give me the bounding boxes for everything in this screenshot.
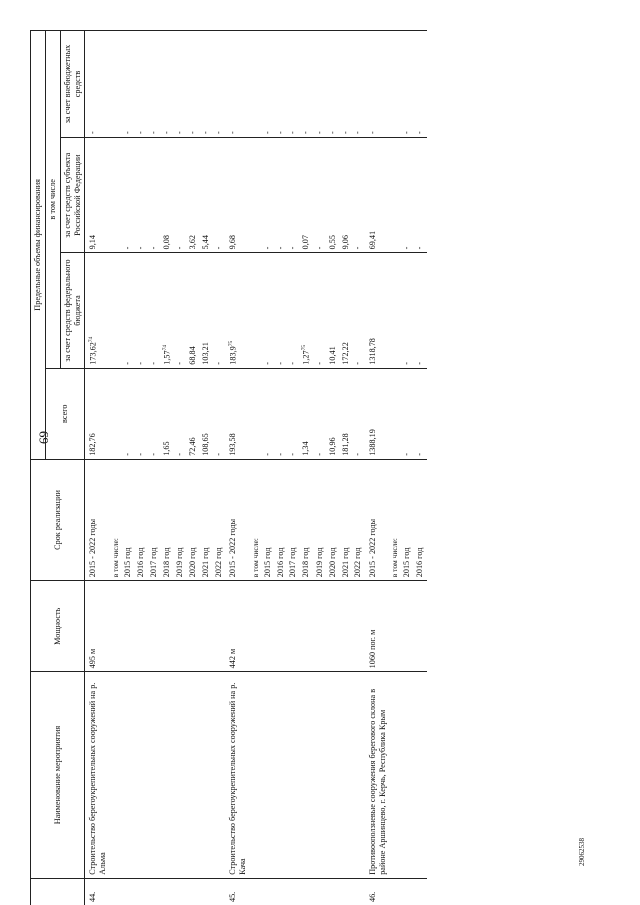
- cell-no: [187, 878, 200, 905]
- cell-name: Противооползневые сооружения берегового склона в районе Аршинцево, г. Керчь, Республика Крым: [365, 672, 389, 878]
- cell-extra: [249, 31, 261, 138]
- cell-federal: 172,22: [339, 253, 352, 368]
- cell-federal: -: [122, 253, 135, 368]
- cell-extra: -: [212, 31, 225, 138]
- cell-extra: -: [287, 31, 300, 138]
- cell-regional: 9,06: [339, 137, 352, 252]
- cell-name: [339, 672, 352, 878]
- cell-no: [401, 878, 414, 905]
- cell-total: -: [174, 368, 187, 459]
- table-row: [225, 31, 249, 905]
- table-row: [110, 31, 122, 905]
- table-row: [414, 31, 427, 905]
- cell-extra: -: [147, 31, 160, 138]
- cell-federal: 183,9$^{75}$: [225, 253, 249, 368]
- cell-capacity: [313, 581, 326, 672]
- table-row: [313, 31, 326, 905]
- cell-no: [134, 878, 147, 905]
- cell-federal: -: [274, 253, 287, 368]
- cell-total: 108,65: [199, 368, 212, 459]
- cell-period: в том числе:: [110, 459, 122, 580]
- cell-federal: 1,57$^{74}$: [160, 253, 174, 368]
- cell-name: [313, 672, 326, 878]
- cell-extra: -: [225, 31, 249, 138]
- cell-name: [352, 672, 365, 878]
- table-row: [339, 31, 352, 905]
- cell-extra: -: [261, 31, 274, 138]
- table-row: [199, 31, 212, 905]
- cell-period: 2019 год: [313, 459, 326, 580]
- table-row: [287, 31, 300, 905]
- cell-total: 181,28: [339, 368, 352, 459]
- cell-period: 2019 год: [174, 459, 187, 580]
- table-row: [365, 31, 389, 905]
- cell-total: [389, 368, 401, 459]
- cell-capacity: [110, 581, 122, 672]
- cell-name: [147, 672, 160, 878]
- cell-period: 2020 год: [326, 459, 339, 580]
- table-row: [134, 31, 147, 905]
- cell-extra: -: [160, 31, 174, 138]
- footnote-ref: 75: [228, 340, 235, 347]
- cell-extra: -: [187, 31, 200, 138]
- cell-no: [414, 878, 427, 905]
- cell-extra: -: [134, 31, 147, 138]
- cell-period: 2022 год: [212, 459, 225, 580]
- cell-regional: [249, 137, 261, 252]
- cell-name: [187, 672, 200, 878]
- cell-extra: -: [174, 31, 187, 138]
- cell-period: 2022 год: [352, 459, 365, 580]
- document-code: 29062538: [578, 838, 586, 866]
- cell-extra: -: [300, 31, 314, 138]
- cell-period: 2018 год: [160, 459, 174, 580]
- cell-name: [287, 672, 300, 878]
- cell-period: в том числе:: [389, 459, 401, 580]
- cell-total: -: [261, 368, 274, 459]
- table-body: [85, 31, 427, 905]
- cell-period: 2018 год: [300, 459, 314, 580]
- table-row: [401, 31, 414, 905]
- cell-federal: -: [134, 253, 147, 368]
- cell-no: [261, 878, 274, 905]
- header-name: Наименование мероприятия: [31, 672, 85, 878]
- table-row: [212, 31, 225, 905]
- header-capacity: Мощность: [31, 581, 85, 672]
- cell-regional: [110, 137, 122, 252]
- cell-name: [249, 672, 261, 878]
- cell-no: [249, 878, 261, 905]
- financing-table: [30, 30, 427, 905]
- cell-capacity: [249, 581, 261, 672]
- cell-federal: [389, 253, 401, 368]
- table-row: [389, 31, 401, 905]
- cell-no: [147, 878, 160, 905]
- cell-total: [110, 368, 122, 459]
- cell-capacity: [352, 581, 365, 672]
- cell-no: 44.: [85, 878, 110, 905]
- cell-federal: -: [261, 253, 274, 368]
- cell-capacity: [401, 581, 414, 672]
- cell-total: -: [401, 368, 414, 459]
- cell-name: [389, 672, 401, 878]
- cell-period: 2016 год: [414, 459, 427, 580]
- header-total: всего: [45, 368, 85, 459]
- cell-regional: -: [174, 137, 187, 252]
- table-row: [261, 31, 274, 905]
- footnote-ref: 74: [161, 344, 168, 351]
- cell-federal: [110, 253, 122, 368]
- cell-regional: [389, 137, 401, 252]
- cell-no: [287, 878, 300, 905]
- cell-name: [110, 672, 122, 878]
- cell-period: 2015 - 2022 годы: [225, 459, 249, 580]
- header-federal: за счет средств федерального бюджета: [60, 253, 85, 368]
- cell-extra: -: [326, 31, 339, 138]
- cell-capacity: [274, 581, 287, 672]
- cell-capacity: [389, 581, 401, 672]
- cell-regional: 9,68: [225, 137, 249, 252]
- footnote-ref: 74: [88, 336, 95, 343]
- table-row: [326, 31, 339, 905]
- cell-no: [199, 878, 212, 905]
- cell-total: 182,76: [85, 368, 110, 459]
- cell-period: 2017 год: [147, 459, 160, 580]
- cell-name: [414, 672, 427, 878]
- cell-federal: -: [174, 253, 187, 368]
- cell-regional: -: [352, 137, 365, 252]
- page-number: 69: [36, 431, 51, 444]
- cell-name: [300, 672, 314, 878]
- cell-no: 45.: [225, 878, 249, 905]
- cell-no: [326, 878, 339, 905]
- cell-extra: -: [313, 31, 326, 138]
- cell-no: [300, 878, 314, 905]
- cell-no: [339, 878, 352, 905]
- cell-federal: -: [313, 253, 326, 368]
- cell-no: 46.: [365, 878, 389, 905]
- cell-total: 1,65: [160, 368, 174, 459]
- cell-total: 10,96: [326, 368, 339, 459]
- cell-capacity: 442 м: [225, 581, 249, 672]
- table-row: [300, 31, 314, 905]
- header-period: Срок реализации: [31, 459, 85, 580]
- cell-period: в том числе:: [249, 459, 261, 580]
- cell-name: [199, 672, 212, 878]
- header-extrabudget: за счет внебюджетных средств: [60, 31, 85, 138]
- cell-regional: -: [401, 137, 414, 252]
- cell-no: [274, 878, 287, 905]
- table-row: [174, 31, 187, 905]
- cell-federal: 10,41: [326, 253, 339, 368]
- financing-table-rotated: [30, 30, 576, 905]
- cell-capacity: [187, 581, 200, 672]
- cell-extra: -: [122, 31, 135, 138]
- cell-federal: 1,27$^{75}$: [300, 253, 314, 368]
- cell-regional: -: [414, 137, 427, 252]
- cell-regional: -: [261, 137, 274, 252]
- cell-period: 2020 год: [187, 459, 200, 580]
- cell-period: 2015 - 2022 годы: [365, 459, 389, 580]
- cell-federal: -: [401, 253, 414, 368]
- cell-extra: -: [199, 31, 212, 138]
- cell-extra: -: [274, 31, 287, 138]
- header-including: в том числе: [45, 31, 60, 369]
- cell-name: [212, 672, 225, 878]
- cell-capacity: [160, 581, 174, 672]
- cell-regional: -: [122, 137, 135, 252]
- cell-period: 2021 год: [339, 459, 352, 580]
- cell-total: -: [274, 368, 287, 459]
- cell-period: 2016 год: [274, 459, 287, 580]
- cell-period: 2021 год: [199, 459, 212, 580]
- cell-federal: -: [287, 253, 300, 368]
- cell-name: Строительство берегоукрепительных сооружений на р. Альма: [85, 672, 110, 878]
- table-row: [187, 31, 200, 905]
- cell-capacity: [212, 581, 225, 672]
- cell-period: 2017 год: [287, 459, 300, 580]
- cell-regional: -: [287, 137, 300, 252]
- cell-federal: 103,21: [199, 253, 212, 368]
- cell-no: [174, 878, 187, 905]
- cell-extra: [389, 31, 401, 138]
- cell-name: [174, 672, 187, 878]
- cell-period: 2015 год: [261, 459, 274, 580]
- cell-period: 2015 - 2022 годы: [85, 459, 110, 580]
- cell-no: [160, 878, 174, 905]
- cell-regional: 0,07: [300, 137, 314, 252]
- cell-regional: 3,62: [187, 137, 200, 252]
- cell-capacity: [287, 581, 300, 672]
- cell-regional: 5,44: [199, 137, 212, 252]
- table-row: [352, 31, 365, 905]
- cell-capacity: [147, 581, 160, 672]
- cell-federal: 68,84: [187, 253, 200, 368]
- cell-regional: 9,14: [85, 137, 110, 252]
- cell-total: -: [147, 368, 160, 459]
- cell-name: [274, 672, 287, 878]
- cell-capacity: [134, 581, 147, 672]
- cell-no: [110, 878, 122, 905]
- cell-regional: 0,55: [326, 137, 339, 252]
- cell-extra: -: [339, 31, 352, 138]
- cell-federal: -: [352, 253, 365, 368]
- cell-regional: -: [313, 137, 326, 252]
- cell-total: 1,34: [300, 368, 314, 459]
- cell-regional: -: [212, 137, 225, 252]
- cell-regional: 69,41: [365, 137, 389, 252]
- cell-name: [134, 672, 147, 878]
- cell-total: -: [287, 368, 300, 459]
- cell-capacity: [414, 581, 427, 672]
- cell-federal: 1318,78: [365, 253, 389, 368]
- cell-period: 2016 год: [134, 459, 147, 580]
- cell-extra: -: [414, 31, 427, 138]
- table-row: [85, 31, 110, 905]
- cell-total: -: [212, 368, 225, 459]
- cell-total: -: [122, 368, 135, 459]
- cell-total: 72,46: [187, 368, 200, 459]
- cell-total: -: [134, 368, 147, 459]
- cell-no: [313, 878, 326, 905]
- cell-regional: 0,08: [160, 137, 174, 252]
- cell-capacity: 495 м: [85, 581, 110, 672]
- table-row: [274, 31, 287, 905]
- footnote-ref: 75: [301, 344, 308, 351]
- cell-no: [122, 878, 135, 905]
- table-row: [160, 31, 174, 905]
- header-funding-group: Предельные объемы финансирования: [31, 31, 46, 460]
- cell-capacity: [199, 581, 212, 672]
- cell-period: 2015 год: [122, 459, 135, 580]
- cell-total: 1388,19: [365, 368, 389, 459]
- cell-extra: [110, 31, 122, 138]
- cell-period: 2015 год: [401, 459, 414, 580]
- table-row: [147, 31, 160, 905]
- cell-capacity: [122, 581, 135, 672]
- cell-extra: -: [352, 31, 365, 138]
- cell-federal: -: [414, 253, 427, 368]
- cell-name: [326, 672, 339, 878]
- table-row: [249, 31, 261, 905]
- cell-total: 193,58: [225, 368, 249, 459]
- cell-name: [160, 672, 174, 878]
- cell-no: [212, 878, 225, 905]
- cell-extra: -: [365, 31, 389, 138]
- cell-capacity: [339, 581, 352, 672]
- cell-regional: -: [134, 137, 147, 252]
- cell-no: [389, 878, 401, 905]
- cell-extra: -: [401, 31, 414, 138]
- cell-federal: [249, 253, 261, 368]
- table-row: [122, 31, 135, 905]
- cell-federal: -: [212, 253, 225, 368]
- cell-name: [401, 672, 414, 878]
- cell-total: [249, 368, 261, 459]
- cell-name: [261, 672, 274, 878]
- cell-capacity: 1060 пог. м: [365, 581, 389, 672]
- header-regional: за счет средств субъекта Российской Федерации: [60, 137, 85, 252]
- cell-name: [122, 672, 135, 878]
- cell-name: Строительство берегоукрепительных сооружений на р. Кача: [225, 672, 249, 878]
- cell-federal: 173,62$^{74}$: [85, 253, 110, 368]
- cell-capacity: [174, 581, 187, 672]
- cell-regional: -: [147, 137, 160, 252]
- cell-no: [352, 878, 365, 905]
- cell-total: -: [414, 368, 427, 459]
- cell-capacity: [326, 581, 339, 672]
- cell-total: -: [352, 368, 365, 459]
- cell-extra: -: [85, 31, 110, 138]
- cell-capacity: [300, 581, 314, 672]
- cell-federal: -: [147, 253, 160, 368]
- cell-capacity: [261, 581, 274, 672]
- cell-total: -: [313, 368, 326, 459]
- cell-regional: -: [274, 137, 287, 252]
